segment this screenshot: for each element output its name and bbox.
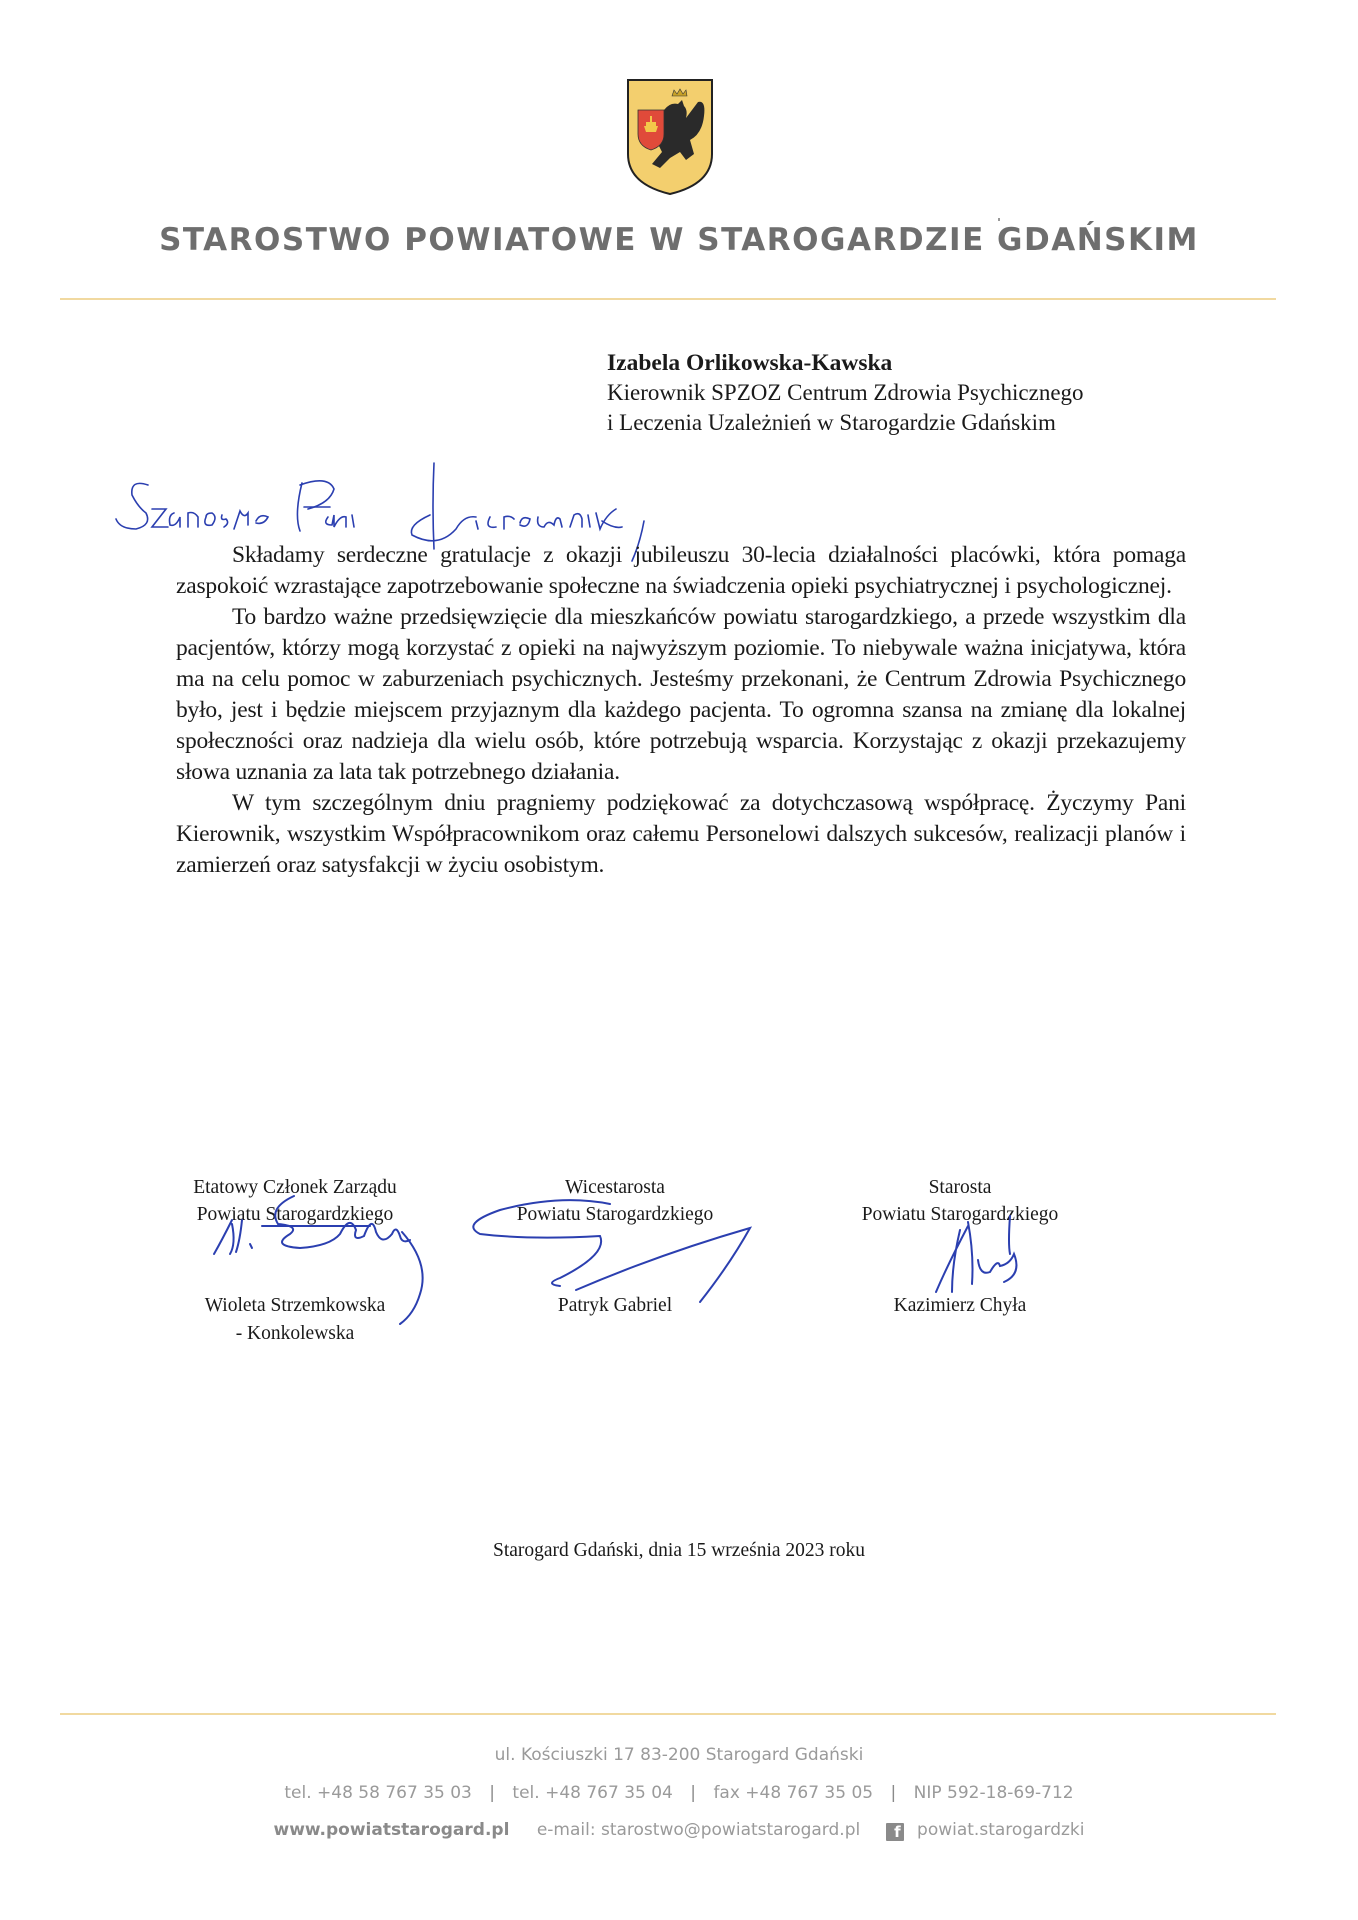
footer-online (0, 1820, 1358, 1841)
body-paragraph-1: Składamy serdeczne gratulacje z okazji jubileuszu 30-lecia działalności placówki, która pomaga zaspokoić wzrastające zapotrzebowanie społeczne na świadczenia opieki psychiatrycznej i psychologicznej. (176, 542, 1186, 599)
footer-email-link[interactable]: e-mail: starostwo@powiatstarogard.pl (536, 1820, 861, 1840)
footer-nip: NIP 592-18-69-712 (913, 1783, 1074, 1803)
body-paragraph-3: W tym szczególnym dniu pragniemy podziękować za dotychczasową współpracę. Życzymy Pani Kierownik, wszystkim Współpracownikom oraz całemu Personelowi dalszych sukcesów, realizacji planów i zamierzeń oraz satysfakcji w życiu osobistym. (176, 790, 1186, 878)
footer-fax: fax +48 767 35 05 (713, 1783, 874, 1803)
signatures-section (0, 1174, 1358, 1374)
signatory-name: Kazimierz Chyła (893, 1295, 1027, 1316)
footer-phone-2: tel. +48 767 35 04 (512, 1783, 673, 1803)
signatory-role: Wicestarosta (565, 1177, 665, 1198)
footer-contacts (0, 1783, 1358, 1803)
signatory-role: Starosta (928, 1177, 992, 1198)
place-and-date: Starogard Gdański, dnia 15 września 2023 roku (492, 1540, 866, 1561)
footer-separator: | (489, 1783, 496, 1803)
footer-facebook-link[interactable]: powiat.starogardzki (917, 1820, 1085, 1840)
scan-artifact (998, 218, 1000, 221)
signatory-starost (820, 1174, 1100, 1316)
footer-phone-1: tel. +48 58 767 35 03 (284, 1783, 472, 1803)
organization-title: STAROSTWO POWIATOWE W STAROGARDZIE GDAŃSKIM (159, 222, 1199, 258)
footer-separator: | (690, 1783, 697, 1803)
recipient-block (607, 348, 1084, 438)
signatory-county: Powiatu Starogardzkiego (516, 1204, 714, 1225)
header-divider (60, 298, 1276, 300)
signatory-role: Etatowy Członek Zarządu (193, 1177, 397, 1198)
signatory-name-cont: - Konkolewska (235, 1323, 355, 1344)
recipient-title-line1: Kierownik SPZOZ Centrum Zdrowia Psychicznego (607, 380, 1084, 405)
signatory-name: Patryk Gabriel (557, 1295, 673, 1316)
facebook-icon: f (886, 1823, 904, 1841)
footer-divider (60, 1713, 1276, 1715)
footer-address: ul. Kościuszki 17 83-200 Starogard Gdański (494, 1745, 864, 1765)
recipient-title-line2: i Leczenia Uzależnień w Starogardzie Gdańskim (607, 410, 1056, 435)
signatory-county: Powiatu Starogardzkiego (861, 1204, 1059, 1225)
footer-website-link[interactable]: www.powiatstarogard.pl (273, 1820, 510, 1840)
signatory-vice-starost (470, 1174, 760, 1316)
signatory-board-member (160, 1174, 430, 1344)
coat-of-arms-griffin-icon (624, 76, 716, 198)
footer-separator: | (890, 1783, 897, 1803)
body-paragraph-2: To bardzo ważne przedsięwzięcie dla mieszkańców powiatu starogardzkiego, a przede wszystkim dla pacjentów, którzy mogą korzystać z opieki na najwyższym poziomie. To niebywale ważna inicjatywa, która ma na celu pomoc w zaburzeniach psychicznych. Jesteśmy przekonani, że Centrum Zdrowia Psychicznego było, jest i będzie miejscem przyjaznym dla każdego pacjenta. To ogromna szansa na zmianę dla lokalnej społeczności oraz nadzieja dla wielu osób, które potrzebują wsparcia. Korzystając z okazji przekazujemy słowa uznania za lata tak potrzebnego działania. (176, 604, 1186, 785)
signatory-county: Powiatu Starogardzkiego (196, 1204, 394, 1225)
signatory-name: Wioleta Strzemkowska (204, 1295, 386, 1316)
letter-body (176, 540, 1186, 881)
recipient-name: Izabela Orlikowska-Kawska (607, 350, 893, 376)
